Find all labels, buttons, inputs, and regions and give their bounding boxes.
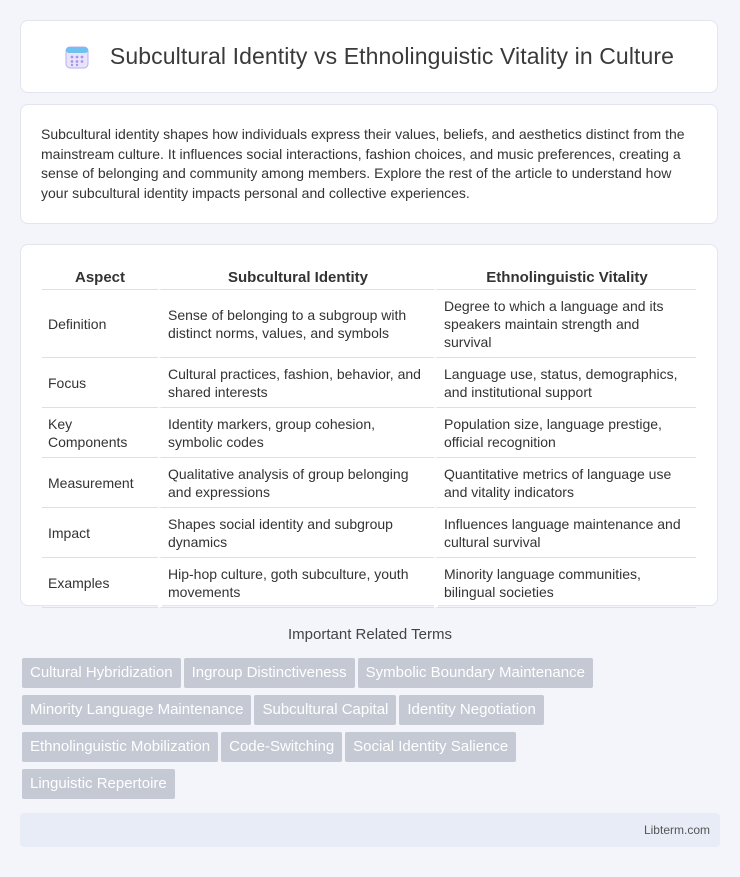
comparison-table: [42, 265, 696, 608]
row-subcultural-identity: Hip-hop culture, goth subculture, youth movements: [158, 558, 434, 608]
related-term-tag[interactable]: Symbolic Boundary Maintenance: [358, 658, 593, 688]
row-ethnolinguistic-vitality: Population size, language prestige, official recognition: [434, 408, 696, 458]
column-header-aspect: Aspect: [42, 265, 158, 290]
related-terms-list: [22, 658, 722, 806]
intro-text: Subcultural identity shapes how individuals express their values, beliefs, and aesthetics distinct from the mainstream culture. It influences social interactions, fashion choices, and music preferences, creating a sense of belonging and community among members. Explore the rest of the article to understand how your subcultural identity impacts personal and collective experiences.: [41, 126, 685, 201]
comparison-table-card: [20, 244, 718, 606]
calendar-icon: [64, 44, 90, 70]
row-subcultural-identity: Sense of belonging to a subgroup with distinct norms, values, and symbols: [158, 290, 434, 358]
table-row: [42, 558, 696, 608]
row-aspect: Impact: [42, 508, 158, 558]
related-term-tag[interactable]: Subcultural Capital: [254, 695, 396, 725]
row-subcultural-identity: Shapes social identity and subgroup dynamics: [158, 508, 434, 558]
table-row: [42, 408, 696, 458]
title-card: [20, 20, 718, 93]
table-row: [42, 290, 696, 358]
related-term-tag[interactable]: Cultural Hybridization: [22, 658, 181, 688]
column-header-subcultural-identity: Subcultural Identity: [158, 265, 434, 290]
row-aspect: Definition: [42, 290, 158, 358]
row-subcultural-identity: Identity markers, group cohesion, symbolic codes: [158, 408, 434, 458]
related-term-tag[interactable]: Code-Switching: [221, 732, 342, 762]
row-ethnolinguistic-vitality: Minority language communities, bilingual societies: [434, 558, 696, 608]
related-term-tag[interactable]: Identity Negotiation: [399, 695, 543, 725]
related-term-tag[interactable]: Ingroup Distinctiveness: [184, 658, 355, 688]
related-term-tag[interactable]: Minority Language Maintenance: [22, 695, 251, 725]
row-ethnolinguistic-vitality: Language use, status, demographics, and institutional support: [434, 358, 696, 408]
row-subcultural-identity: Cultural practices, fashion, behavior, and shared interests: [158, 358, 434, 408]
table-row: [42, 358, 696, 408]
row-aspect: Focus: [42, 358, 158, 408]
table-row: [42, 508, 696, 558]
table-row: [42, 458, 696, 508]
related-term-tag[interactable]: Social Identity Salience: [345, 732, 516, 762]
row-subcultural-identity: Qualitative analysis of group belonging and expressions: [158, 458, 434, 508]
page-title: Subcultural Identity vs Ethnolinguistic Vitality in Culture: [109, 43, 675, 69]
footer: [20, 813, 720, 847]
row-aspect: Measurement: [42, 458, 158, 508]
intro-card: [20, 104, 718, 224]
row-ethnolinguistic-vitality: Quantitative metrics of language use and vitality indicators: [434, 458, 696, 508]
row-aspect: Examples: [42, 558, 158, 608]
footer-site-link[interactable]: Libterm.com: [643, 823, 710, 837]
related-terms-title: Important Related Terms: [288, 626, 452, 643]
column-header-ethnolinguistic-vitality: Ethnolinguistic Vitality: [434, 265, 696, 290]
row-ethnolinguistic-vitality: Influences language maintenance and cultural survival: [434, 508, 696, 558]
row-ethnolinguistic-vitality: Degree to which a language and its speakers maintain strength and survival: [434, 290, 696, 358]
related-term-tag[interactable]: Ethnolinguistic Mobilization: [22, 732, 218, 762]
row-aspect: Key Components: [42, 408, 158, 458]
table-header-row: [42, 265, 696, 290]
related-term-tag[interactable]: Linguistic Repertoire: [22, 769, 175, 799]
